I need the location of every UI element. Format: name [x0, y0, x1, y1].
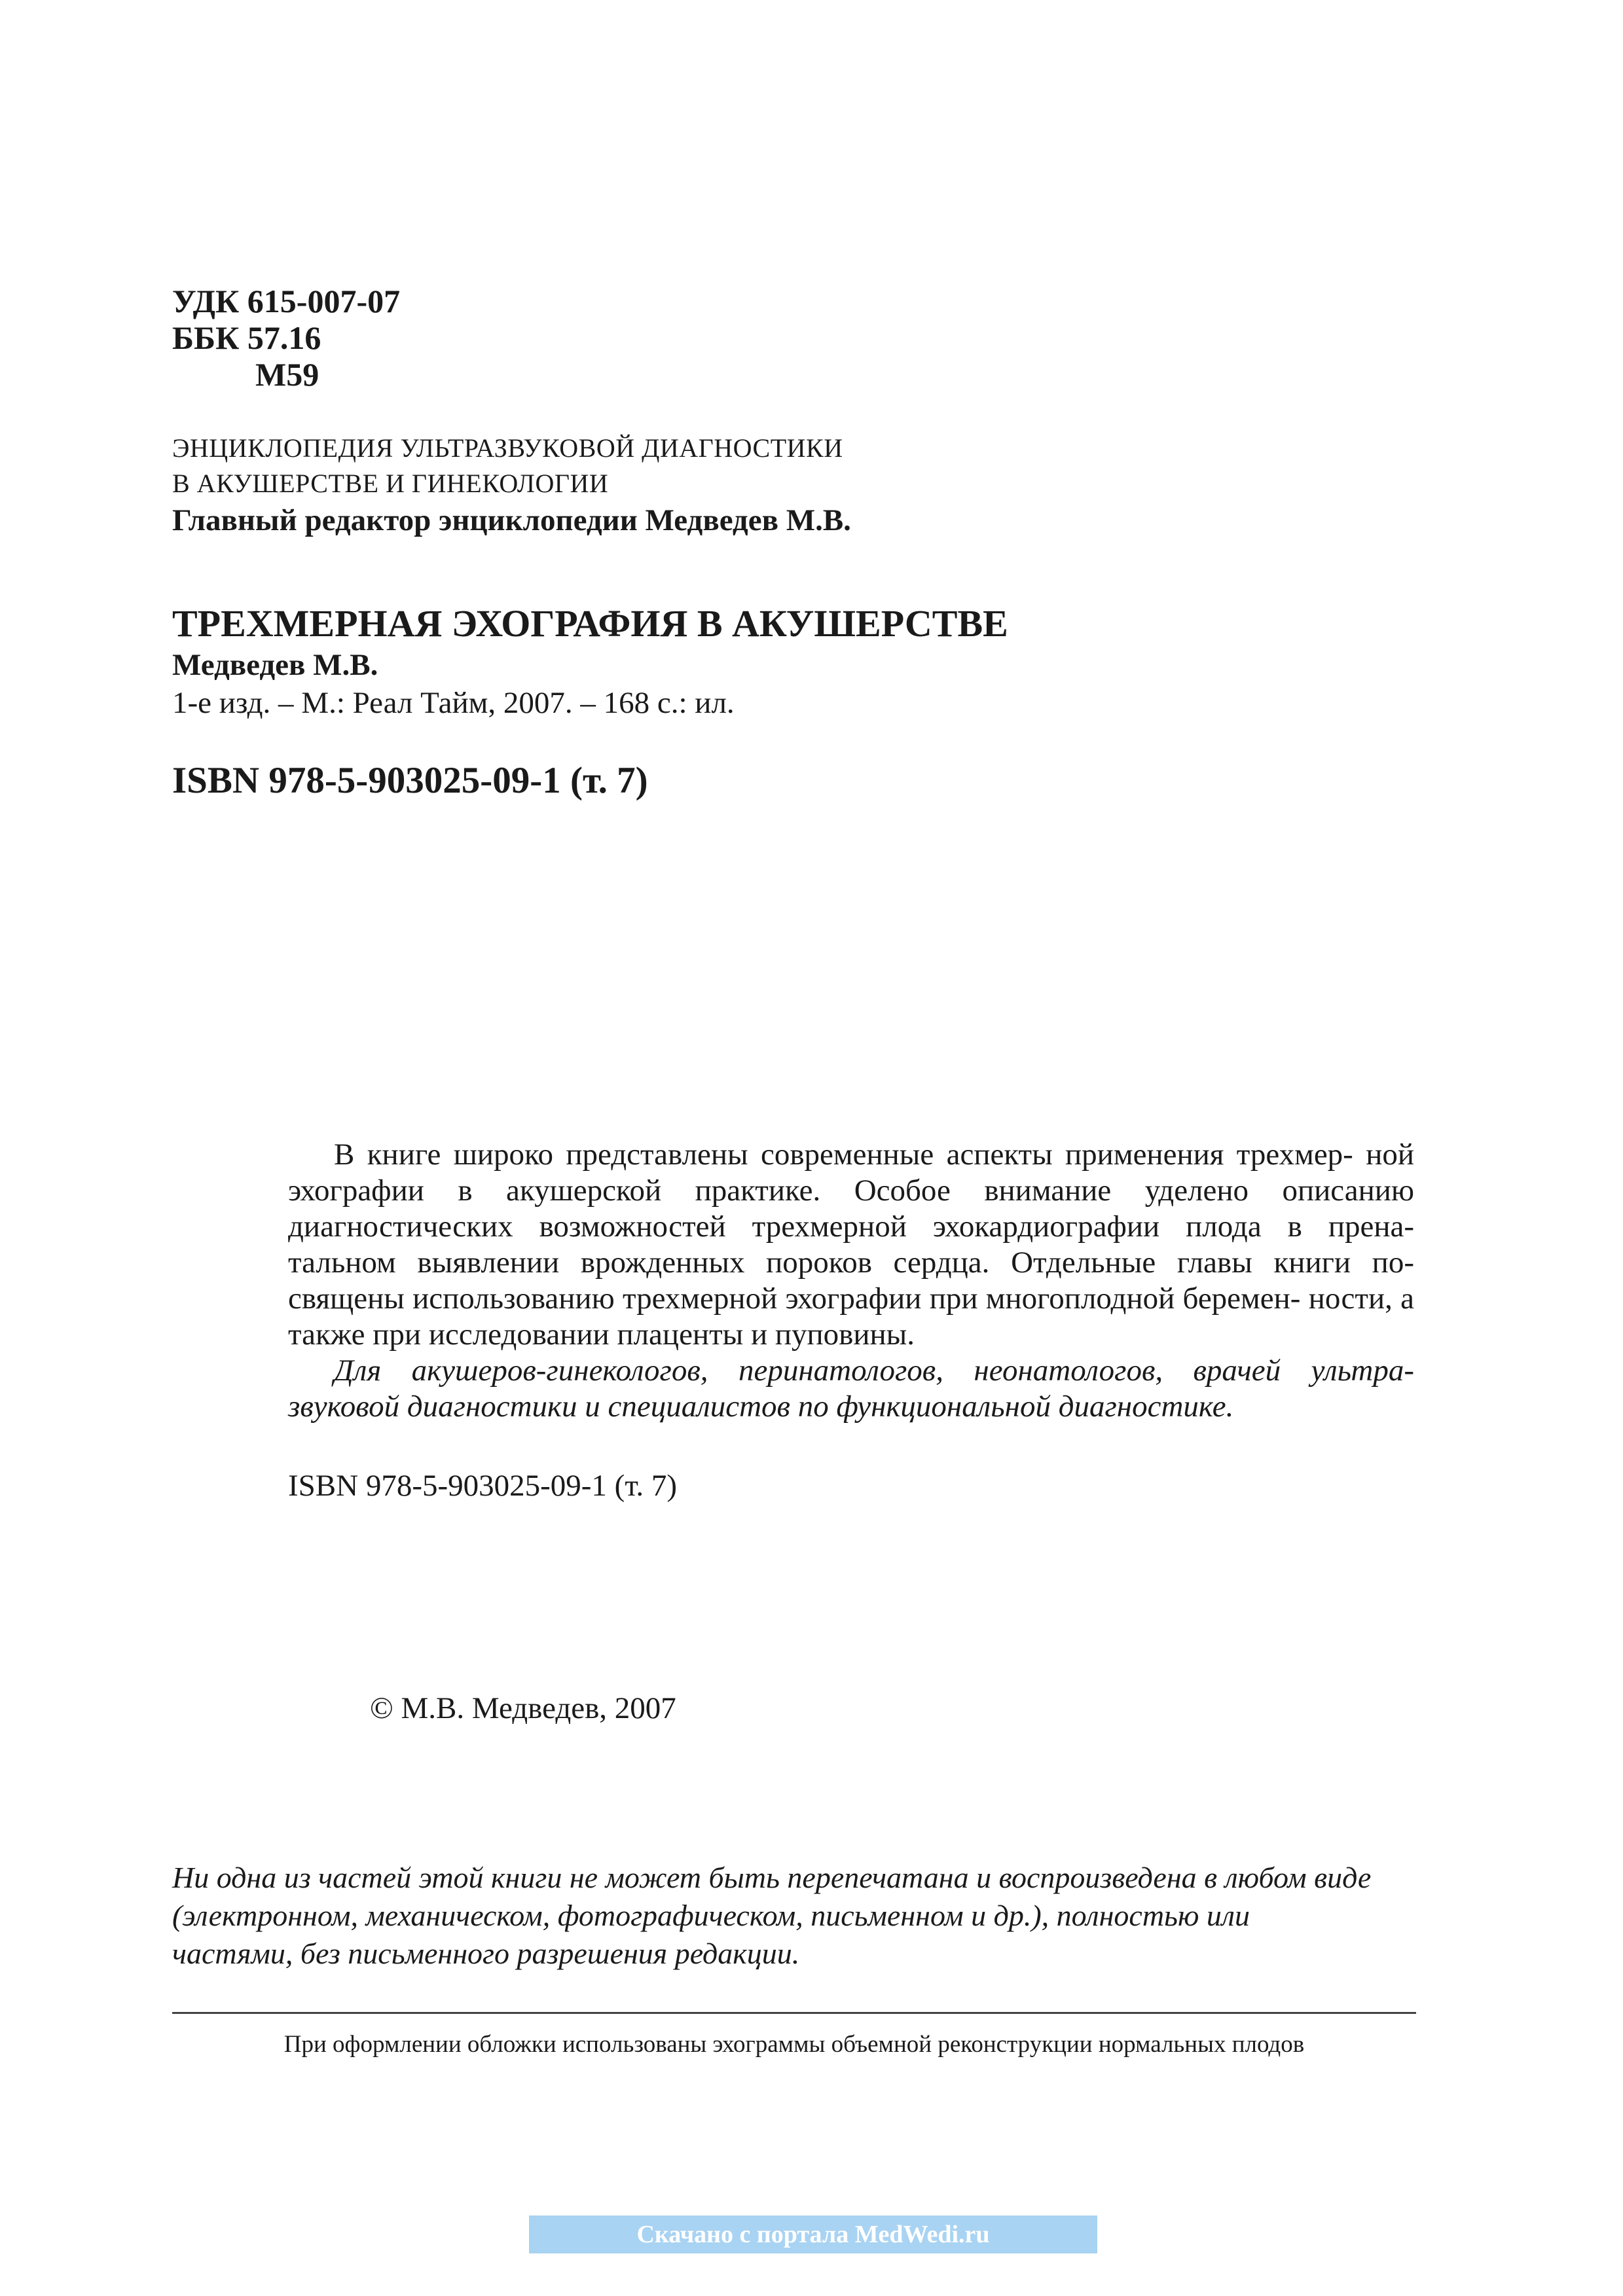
annotation-line: священы использованию трехмерной эхографии при многоплодной беремен- — [288, 1282, 1301, 1316]
audience-line: звуковой диагностики и специалистов по функциональной диагностике. — [288, 1390, 1234, 1424]
annotation — [288, 1137, 1414, 1425]
rights-line: частями, без письменного разрешения редакции. — [172, 1937, 800, 1970]
annotation-line: В книге широко представлены современные аспекты применения трехмер- — [334, 1138, 1353, 1172]
horizontal-divider — [172, 2012, 1416, 2014]
book-title-block — [172, 601, 1008, 723]
copyright-notice: © М.В. Медведев, 2007 — [370, 1691, 676, 1725]
annotation-line: ности, а также при исследовании плаценты и пуповины. — [288, 1282, 1414, 1352]
chief-editor: Главный редактор энциклопедии Медведев М.В. — [172, 503, 851, 537]
portal-stamp: Скачано с портала MedWedi.ru — [529, 2215, 1097, 2253]
audience-line: Для акушеров-гинекологов, перинатологов, неонатологов, врачей ультра- — [334, 1354, 1414, 1388]
udk-code: УДК 615-007-07 — [172, 283, 401, 319]
encyclopedia-title-line-2: В АКУШЕРСТВЕ И ГИНЕКОЛОГИИ — [172, 469, 609, 498]
encyclopedia-block — [172, 431, 851, 539]
book-edition: 1-е изд. – М.: Реал Тайм, 2007. – 168 с.: ил. — [172, 686, 735, 720]
encyclopedia-title-line-1: ЭНЦИКЛОПЕДИЯ УЛЬТРАЗВУКОВОЙ ДИАГНОСТИКИ — [172, 433, 843, 463]
audience-paragraph — [288, 1353, 1414, 1425]
rights-line: (электронном, механическом, фотографическом, письменном и др.), полностью или — [172, 1899, 1250, 1932]
rights-line: Ни одна из частей этой книги не может быть перепечатана и воспроизведена в любом виде — [172, 1861, 1372, 1894]
rights-notice — [172, 1859, 1442, 1973]
annotation-paragraph — [288, 1137, 1414, 1353]
cover-note: При оформлении обложки использованы эхограммы объемной реконструкции нормальных плодов — [283, 2031, 1305, 2058]
annotation-line: ной эхографии в акушерской практике. Особое внимание уделено описанию — [288, 1138, 1414, 1208]
annotation-isbn: ISBN 978-5-903025-09-1 (т. 7) — [288, 1469, 677, 1503]
book-title: ТРЕХМЕРНАЯ ЭХОГРАФИЯ В АКУШЕРСТВЕ — [172, 602, 1008, 645]
annotation-line: диагностических возможностей трехмерной эхокардиографии плода в прена- — [288, 1210, 1414, 1244]
bbk-code: ББК 57.16 — [172, 319, 321, 356]
classification-block — [172, 283, 400, 393]
annotation-line: тальном выявлении врожденных пороков сердца. Отдельные главы книги по- — [288, 1246, 1414, 1280]
author-mark: М59 — [255, 356, 319, 393]
book-isbn: ISBN 978-5-903025-09-1 (т. 7) — [172, 760, 648, 801]
book-author: Медведев М.В. — [172, 648, 378, 682]
